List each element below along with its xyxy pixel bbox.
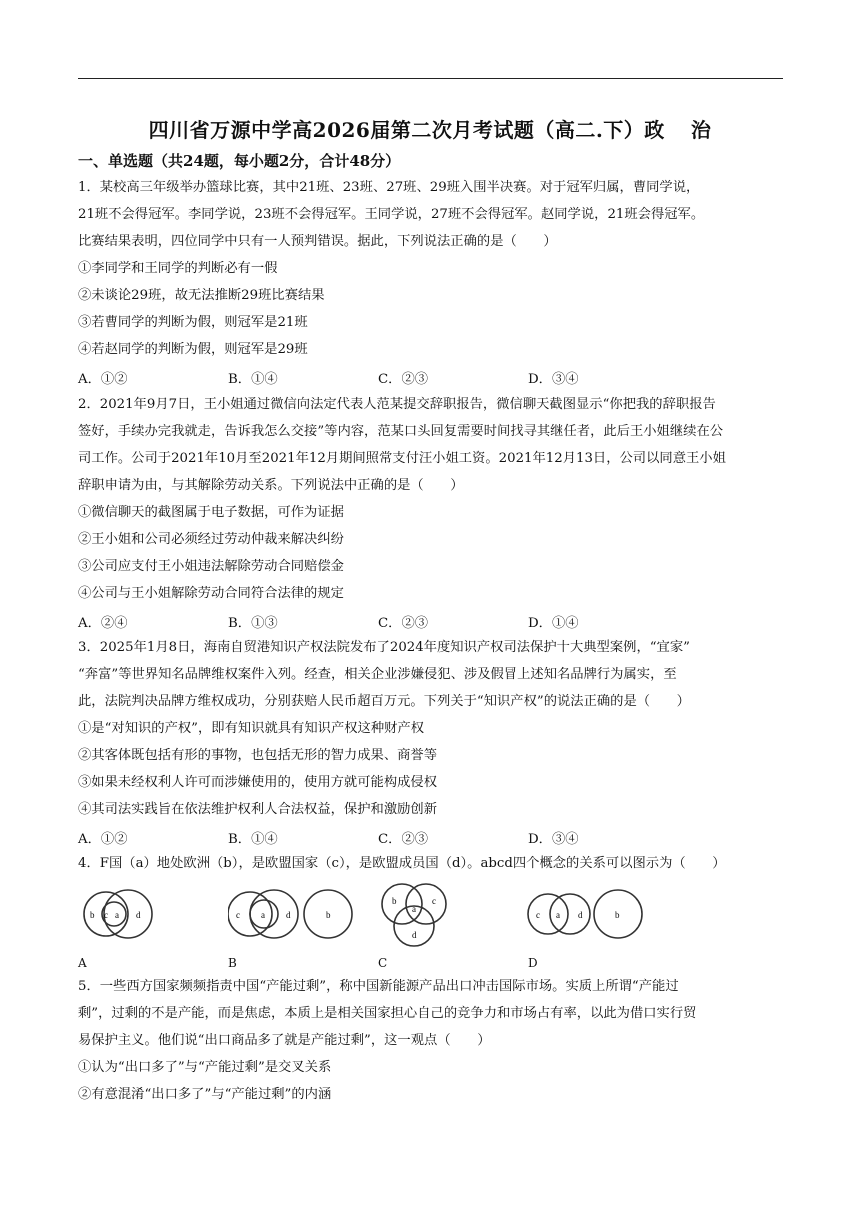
q2-choices: [78, 612, 783, 630]
page-title: [0, 114, 860, 143]
q3-option: ①是“对知识的产权”，即有知识就具有知识产权这种财产权: [78, 721, 425, 736]
q2-option: ①微信聊天的截图属于电子数据，可作为证据: [78, 505, 344, 520]
choice-a: A．①②: [78, 832, 128, 847]
choice-a: A．②④: [78, 616, 128, 631]
q5-option: ①认为“出口多了”与“产能过剩”是交叉关系: [78, 1060, 332, 1075]
choice-d: D．①④: [528, 616, 579, 631]
q2-line: 司工作。公司于2021年10月至2021年12月期间照常支付汪小姐工资。2021年12月13日，公司以同意王小姐: [78, 451, 726, 466]
q5-line: 5．一些西方国家频频指责中国“产能过剩”，称中国新能源产品出口冲击国际市场。实质上所谓“产能过: [78, 979, 679, 994]
figure-label-a: A: [78, 956, 87, 970]
figure-label-c: C: [378, 956, 388, 970]
q3-option: ②其客体既包括有形的事物，也包括无形的智力成果、商誉等: [78, 748, 438, 763]
figure-label-d: D: [528, 956, 538, 970]
q3-option: ④其司法实践旨在依法维护权利人合法权益，保护和激励创新: [78, 802, 438, 817]
choice-b: B．①③: [228, 616, 278, 631]
choice-c: C．②③: [378, 832, 429, 847]
section-heading: 一、单选题（共24题，每小题2分，合计48分）: [78, 152, 401, 170]
figure-label-b: B: [228, 956, 237, 970]
q1-line: 1．某校高三年级举办篮球比赛，其中21班、23班、27班、29班入围半决赛。对于冠军归属，曹同学说，: [78, 180, 700, 195]
q5-line: 易保护主义。他们说“出口商品多了就是产能过剩”，这一观点（ ）: [78, 1033, 491, 1048]
q3-option: ③如果未经权利人许可而涉嫌使用的，使用方就可能构成侵权: [78, 775, 438, 790]
q2-line: 2．2021年9月7日，王小姐通过微信向法定代表人范某提交辞职报告，微信聊天截图显示“你把我的辞职报告: [78, 397, 716, 412]
venn-letter: d: [136, 910, 141, 920]
q1-option: ②未谈论29班，故无法推断29班比赛结果: [78, 288, 325, 303]
q3-choices: [78, 828, 783, 846]
venn-letter: d: [412, 930, 417, 940]
q4-line: 4．F国（a）地处欧洲（b），是欧盟国家（c），是欧盟成员国（d）。abcd四个概念的关系可以图示为（ ）: [78, 856, 726, 871]
venn-letter: d: [578, 910, 583, 920]
venn-letter: a: [412, 904, 416, 914]
venn-letter: c: [236, 910, 240, 920]
q1-choices: [78, 368, 783, 386]
venn-diagram-c: [376, 882, 456, 952]
q3-line: 3．2025年1月8日，海南自贸港知识产权法院发布了2024年度知识产权司法保护十大典型案例，“宜家”: [78, 640, 690, 655]
q2-line: 签好，手续办完我就走，告诉我怎么交接”等内容，范某口头回复需要时间找寻其继任者，此后王小姐继续在公: [78, 424, 724, 439]
choice-d: D．③④: [528, 832, 579, 847]
venn-diagram-a: [78, 882, 168, 946]
choice-c: C．②③: [378, 616, 429, 631]
q1-option: ③若曹同学的判断为假，则冠军是21班: [78, 315, 308, 330]
header-rule: [78, 78, 783, 79]
q5-line: 剩”，过剩的不是产能，而是焦虑，本质上是相关国家担心自己的竞争力和市场占有率，以此为借口实行贸: [78, 1006, 697, 1021]
venn-letter: c: [536, 910, 540, 920]
venn-letter: b: [392, 896, 397, 906]
venn-diagram-d: [526, 882, 646, 946]
q1-option: ④若赵同学的判断为假，则冠军是29班: [78, 342, 308, 357]
venn-letter: c: [104, 910, 108, 920]
venn-letter: d: [286, 910, 291, 920]
q2-option: ②王小姐和公司必须经过劳动仲裁来解决纠纷: [78, 532, 344, 547]
q2-option: ④公司与王小姐解除劳动合同符合法律的规定: [78, 586, 344, 601]
venn-letter: c: [432, 896, 436, 906]
venn-letter: b: [90, 910, 95, 920]
q3-line: “奔富”等世界知名品牌维权案件入列。经查，相关企业涉嫌侵犯、涉及假冒上述知名品牌行为属实，至: [78, 667, 677, 682]
choice-a: A．①②: [78, 372, 128, 387]
choice-b: B．①④: [228, 832, 278, 847]
choice-d: D．③④: [528, 372, 579, 387]
q1-line: 比赛结果表明，四位同学中只有一人预判错误。据此，下列说法正确的是（ ）: [78, 234, 557, 249]
venn-letter: a: [261, 910, 265, 920]
venn-letter: a: [556, 910, 560, 920]
venn-letter: b: [615, 910, 620, 920]
q2-line: 辞职申请为由，与其解除劳动关系。下列说法中正确的是（ ）: [78, 478, 464, 493]
venn-diagrams: [78, 882, 698, 964]
choice-c: C．②③: [378, 372, 429, 387]
title-end: 治: [690, 118, 712, 142]
title-main: 四川省万源中学高2026届第二次月考试题（高二.下）政: [148, 118, 665, 142]
q1-line: 21班不会得冠军。李同学说，23班不会得冠军。王同学说，27班不会得冠军。赵同学说，21班会得冠军。: [78, 207, 705, 222]
venn-letter: a: [115, 910, 119, 920]
venn-letter: b: [326, 910, 331, 920]
choice-b: B．①④: [228, 372, 278, 387]
q5-option: ②有意混淆“出口多了”与“产能过剩”的内涵: [78, 1087, 332, 1102]
venn-diagram-b: [228, 882, 363, 946]
q3-line: 此，法院判决品牌方维权成功，分别获赔人民币超百万元。下列关于“知识产权”的说法正确的是（ ）: [78, 694, 690, 709]
q2-option: ③公司应支付王小姐违法解除劳动合同赔偿金: [78, 559, 344, 574]
q1-option: ①李同学和王同学的判断必有一假: [78, 261, 278, 276]
